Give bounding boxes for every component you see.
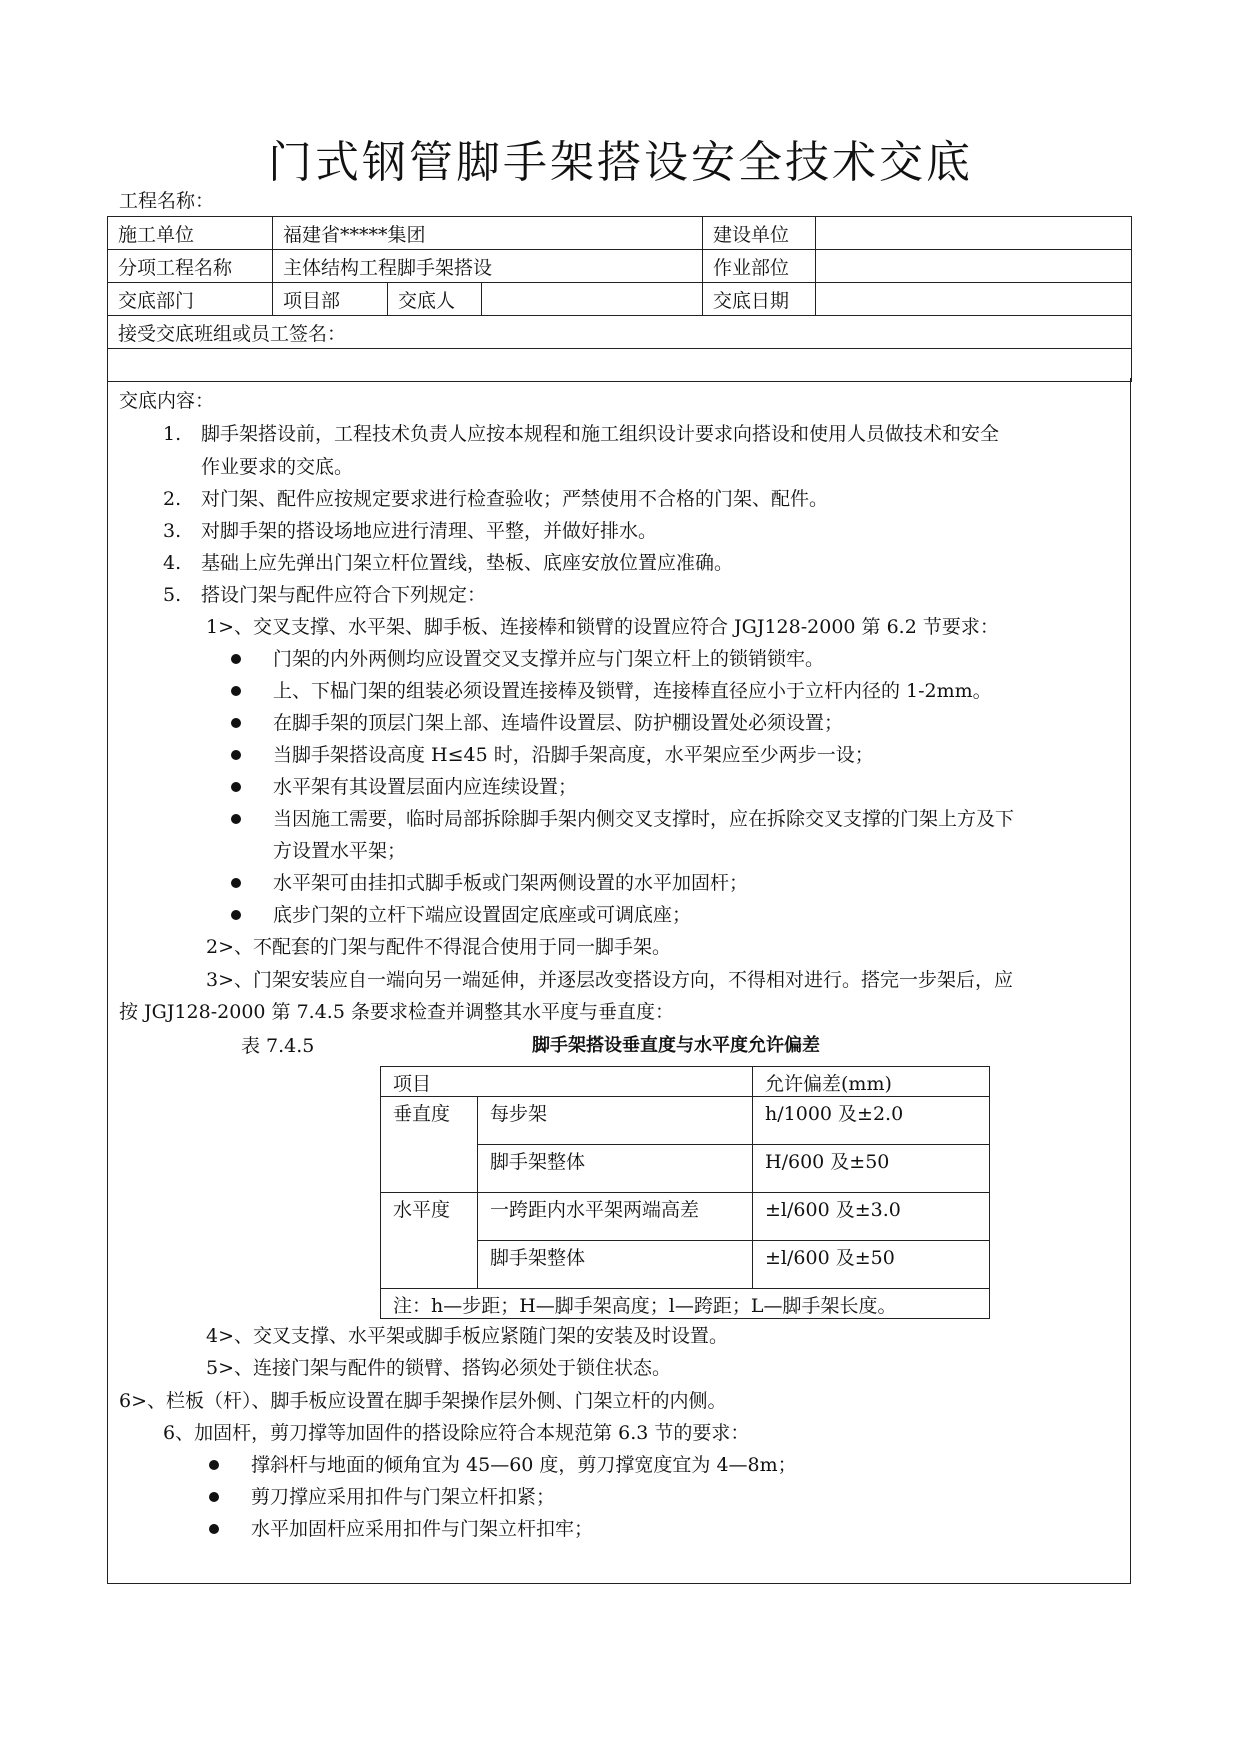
vertical-label: 垂直度	[381, 1097, 478, 1193]
bullet-icon	[231, 910, 241, 920]
table-cell: ±l/600 及±50	[753, 1241, 990, 1289]
sub-item-5: 5>、连接门架与配件的锁臂、搭钩必须处于锁住状态。	[206, 1357, 672, 1379]
dept-label: 交底部门	[108, 283, 273, 316]
header-table	[107, 216, 1132, 382]
table-caption: 脚手架搭设垂直度与水平度允许偏差	[532, 1035, 820, 1056]
item-2-number: 2.	[163, 488, 182, 510]
horizontal-label: 水平度	[381, 1193, 478, 1289]
sub-item-6: 6>、栏板（杆）、脚手板应设置在脚手架操作层外侧、门架立杆的内侧。	[119, 1390, 727, 1412]
work-area-value	[816, 250, 1132, 283]
item-5: 搭设门架与配件应符合下列规定：	[201, 584, 487, 606]
bullet-icon	[231, 750, 241, 760]
col-tolerance-header: 允许偏差(mm)	[753, 1067, 990, 1097]
table-cell: ±l/600 及±3.0	[753, 1193, 990, 1241]
table-note: 注：h—步距；H—脚手架高度；l—跨距；L—脚手架长度。	[381, 1289, 990, 1319]
bullet-icon	[209, 1492, 219, 1502]
item-3: 对脚手架的搭设场地应进行清理、平整，并做好排水。	[201, 520, 658, 542]
sub-project-label: 分项工程名称	[108, 250, 273, 283]
clamp-bullet-1: 撑斜杆与地面的倾角宜为 45—60 度，剪刀撑宽度宜为 4—8m；	[251, 1454, 797, 1476]
signature-area	[108, 349, 1132, 382]
table-cell: 每步架	[478, 1097, 753, 1145]
item-4: 基础上应先弹出门架立杆位置线，垫板、底座安放位置应准确。	[201, 552, 734, 574]
bullet-icon	[231, 814, 241, 824]
construction-unit-label: 施工单位	[108, 217, 273, 250]
sub-item-3-line-2: 按 JGJ128-2000 第 7.4.5 条要求检查并调整其水平度与垂直度：	[119, 1001, 674, 1023]
table-cell: 一跨距内水平架两端高差	[478, 1193, 753, 1241]
table-cell: H/600 及±50	[753, 1145, 990, 1193]
item-1-line-2: 作业要求的交底。	[201, 456, 354, 478]
bullet-icon	[231, 878, 241, 888]
clamp-bullet-3: 水平加固杆应采用扣件与门架立杆扣牢；	[251, 1518, 594, 1540]
document-title: 门式钢管脚手架搭设安全技术交底	[268, 137, 973, 188]
person-label: 交底人	[388, 283, 482, 316]
bullet-icon	[231, 654, 241, 664]
item-2: 对门架、配件应按规定要求进行检查验收；严禁使用不合格的门架、配件。	[201, 488, 829, 510]
bullet-4: 当脚手架搭设高度 H≤45 时，沿脚手架高度，水平架应至少两步一设；	[273, 744, 874, 766]
sub-item-2: 2>、不配套的门架与配件不得混合使用于同一脚手架。	[206, 936, 672, 958]
table-label: 表 7.4.5	[241, 1035, 315, 1057]
bullet-icon	[231, 686, 241, 696]
signature-label: 接受交底班组或员工签名：	[108, 316, 1132, 349]
bullet-3: 在脚手架的顶层门架上部、连墙件设置层、防护棚设置处必须设置；	[273, 712, 844, 734]
bullet-6-line-2: 方设置水平架；	[273, 840, 407, 862]
bullet-8: 底步门架的立杆下端应设置固定底座或可调底座；	[273, 904, 692, 926]
date-label: 交底日期	[703, 283, 816, 316]
dept-value: 项目部	[273, 283, 388, 316]
bullet-5: 水平架有其设置层面内应连续设置；	[273, 776, 578, 798]
sub-item-4: 4>、交叉支撑、水平架或脚手板应紧随门架的安装及时设置。	[206, 1325, 729, 1347]
owner-unit-value	[816, 217, 1132, 250]
item-4-number: 4.	[163, 552, 182, 574]
bullet-icon	[231, 718, 241, 728]
tolerance-table	[380, 1066, 990, 1319]
bullet-icon	[231, 782, 241, 792]
date-value	[816, 283, 1132, 316]
sub-item-3-line-1: 3>、门架安装应自一端向另一端延伸，并逐层改变搭设方向，不得相对进行。搭完一步架后，应	[206, 969, 1014, 991]
construction-unit-value: 福建省*****集团	[273, 217, 703, 250]
sub-project-value: 主体结构工程脚手架搭设	[273, 250, 703, 283]
table-cell: h/1000 及±2.0	[753, 1097, 990, 1145]
sub-item-1: 1>、交叉支撑、水平架、脚手板、连接棒和锁臂的设置应符合 JGJ128-2000 第 6.2 节要求：	[206, 616, 999, 638]
bullet-1: 门架的内外两侧均应设置交叉支撑并应与门架立杆上的锁销锁牢。	[273, 648, 825, 670]
item-1-number: 1.	[163, 423, 182, 445]
content-label: 交底内容：	[119, 390, 215, 412]
bullet-6-line-1: 当因施工需要，临时局部拆除脚手架内侧交叉支撑时，应在拆除交叉支撑的门架上方及下	[273, 808, 1015, 830]
owner-unit-label: 建设单位	[703, 217, 816, 250]
table-cell: 脚手架整体	[478, 1241, 753, 1289]
person-value	[482, 283, 703, 316]
bullet-7: 水平架可由挂扣式脚手板或门架两侧设置的水平加固杆；	[273, 872, 749, 894]
project-name-label: 工程名称：	[119, 190, 215, 212]
bullet-icon	[209, 1460, 219, 1470]
work-area-label: 作业部位	[703, 250, 816, 283]
item-5-number: 5.	[163, 584, 182, 606]
clamp-bullet-2: 剪刀撑应采用扣件与门架立杆扣紧；	[251, 1486, 556, 1508]
item-6: 6、加固杆，剪刀撑等加固件的搭设除应符合本规范第 6.3 节的要求：	[163, 1422, 750, 1444]
col-item-header: 项目	[381, 1067, 753, 1097]
bullet-icon	[209, 1524, 219, 1534]
bullet-2: 上、下榀门架的组装必须设置连接棒及锁臂，连接棒直径应小于立杆内径的 1-2mm。	[273, 680, 992, 702]
item-3-number: 3.	[163, 520, 182, 542]
item-1-line-1: 脚手架搭设前，工程技术负责人应按本规程和施工组织设计要求向搭设和使用人员做技术和安全	[201, 423, 1000, 445]
table-cell: 脚手架整体	[478, 1145, 753, 1193]
